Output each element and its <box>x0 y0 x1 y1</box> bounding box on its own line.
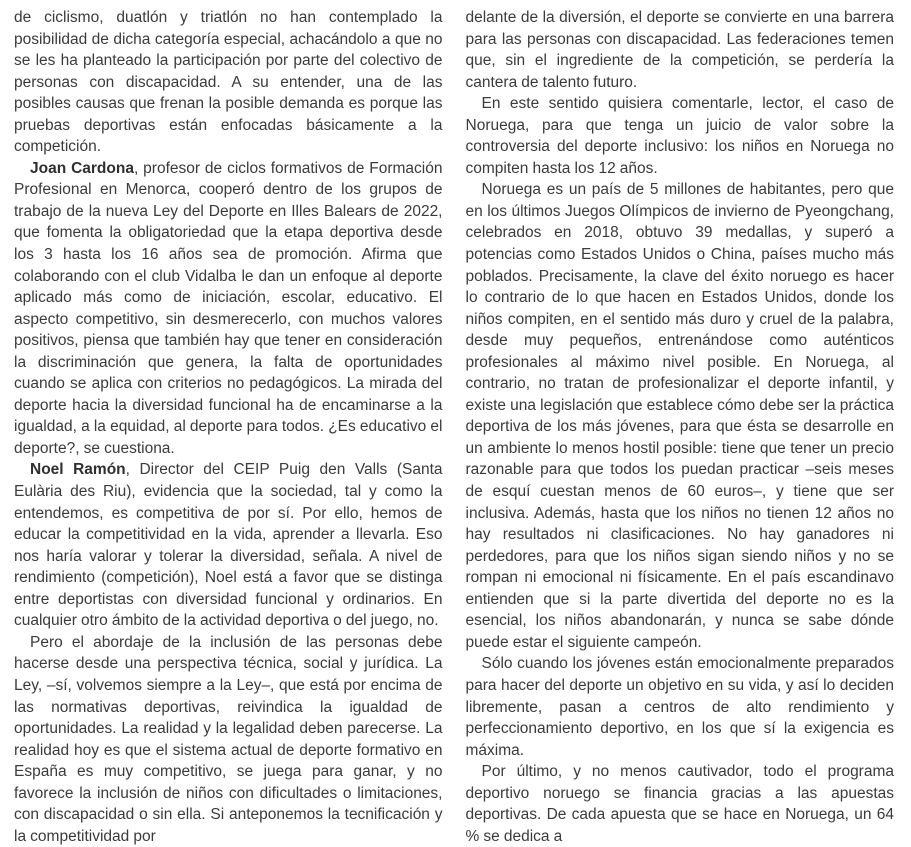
text-column-left <box>14 7 443 845</box>
text-column-right <box>465 7 895 845</box>
paragraph: Noruega es un país de 5 millones de habitantes, pero que en los últimos Juegos Olímpicos de invierno de Pyeongchang, celebrados en 2018, obtuvo 39 medallas, y superó a potencias como Estados Unidos o China, países mucho más poblados. Precisamente, la clave del éxito noruego es hacer lo contrario de lo que hacen en Estados Unidos, donde los niños compiten, en el sentido más duro y cruel de la palabra, desde muy pequeños, entrenándose como auténticos profesionales al máximo nivel posible. En Noruega, al contrario, no tratan de profesionalizar el deporte infantil, y existe una legislación que establece cómo debe ser la práctica deportiva de los más jóvenes, para que ésta se desarrolle en un ambiente lo menos hostil posible: tiene que tener un precio razonable para que todos los puedan practicar –seis meses de esquí cuestan menos de 60 euros–, y tiene que ser inclusiva. Además, hasta que los niños no tienen 12 años no hay resultados ni clasificaciones. No hay ganadores ni perdedores, para que los niños sigan siendo niños y no se rompan ni emocional ni físicamente. En el país escandinavo entienden que si la parte divertida del deporte no es la esencial, los niños abandonarán, y nunca se sabe dónde puede estar el siguiente campeón. <box>465 181 894 651</box>
paragraph: Noel Ramón, Director del CEIP Puig den Valls (Santa Eulària des Riu), evidencia que la sociedad, tal y como la entendemos, es competitiva de por sí. Por ello, hemos de educar la competitividad en la vida, aprender a llevarla. Eso nos haría valorar y tolerar la diversidad, señala. A nivel de rendimiento (competición), Noel está a favor que se distinga entre deportistas con diversidad funcional y ordinarios. En cualquier otro ámbito de la actividad deportiva o del juego, no. <box>14 461 443 630</box>
paragraph: Sólo cuando los jóvenes están emocionalmente preparados para hacer del deporte un objetivo en su vida, y así lo deciden libremente, pasan a centros de alto rendimiento y perfeccionamiento deportivo, en los que sí la exigencia es máxima. <box>465 655 894 759</box>
paragraph: Pero el abordaje de la inclusión de las personas debe hacerse desde una perspectiva técnica, social y jurídica. La Ley, –sí, volvemos siempre a la Ley–, que está por encima de las normativas deportivas, reivindica la igualdad de oportunidades. La realidad y la legalidad deben parecerse. La realidad hoy es que el sistema actual de deporte formativo en España es muy competitivo, se juega para ganar, y no favorece la inclusión de niños con dificultades o limitaciones, con discapacidad o sin ella. Si anteponemos la tecnificación y la competitividad por <box>14 633 443 845</box>
person-name: Joan Cardona <box>30 159 134 177</box>
paragraph: Joan Cardona, profesor de ciclos formativos de Formación Profesional en Menorca, cooperó dentro de los grupos de trabajo de la nueva Ley del Deporte en Illes Balears de 2022, que fomenta la obligatoriedad que la etapa deportiva desde los 3 hasta los 16 años sea de promoción. Afirma que colaborando con el club Vidalba le dan un enfoque al deporte aplicado más como de iniciación, escolar, educativo. El aspecto competitivo, sin desmerecerlo, con muchos valores positivos, piensa que también hay que tener en consideración la discriminación que genera, la falta de oportunidades cuando se aplica con criterios no pedagógicos. La mirada del deporte hacia la diversidad funcional ha de encaminarse a la igualdad, a la equidad, al deporte para todos. ¿Es educativo el deporte?, se cuestiona. <box>14 159 443 457</box>
paragraph: delante de la diversión, el deporte se convierte en una barrera para las personas con discapacidad. Las federaciones temen que, sin el ingrediente de la competición, se perdería la cantera de talento futuro. <box>465 9 894 91</box>
paragraph: En este sentido quisiera comentarle, lector, el caso de Noruega, para que tenga un juicio de valor sobre la controversia del deporte inclusivo: los niños en Noruega no compiten hasta los 12 años. <box>465 95 894 177</box>
person-name: Noel Ramón <box>30 461 126 479</box>
paragraph: Por último, y no menos cautivador, todo el programa deportivo noruego se financia gracias a las apuestas deportivas. De cada apuesta que se hace en Noruega, un 64 % se dedica a <box>465 763 894 845</box>
paragraph: de ciclismo, duatlón y triatlón no han contemplado la posibilidad de dicha categoría especial, achacándolo a que no se les ha planteado la participación por parte del colectivo de personas con discapacidad. A su entender, una de las posibles causas que frenan la posible demanda es porque las pruebas deportivas están enfocadas básicamente a la competición. <box>14 9 443 156</box>
